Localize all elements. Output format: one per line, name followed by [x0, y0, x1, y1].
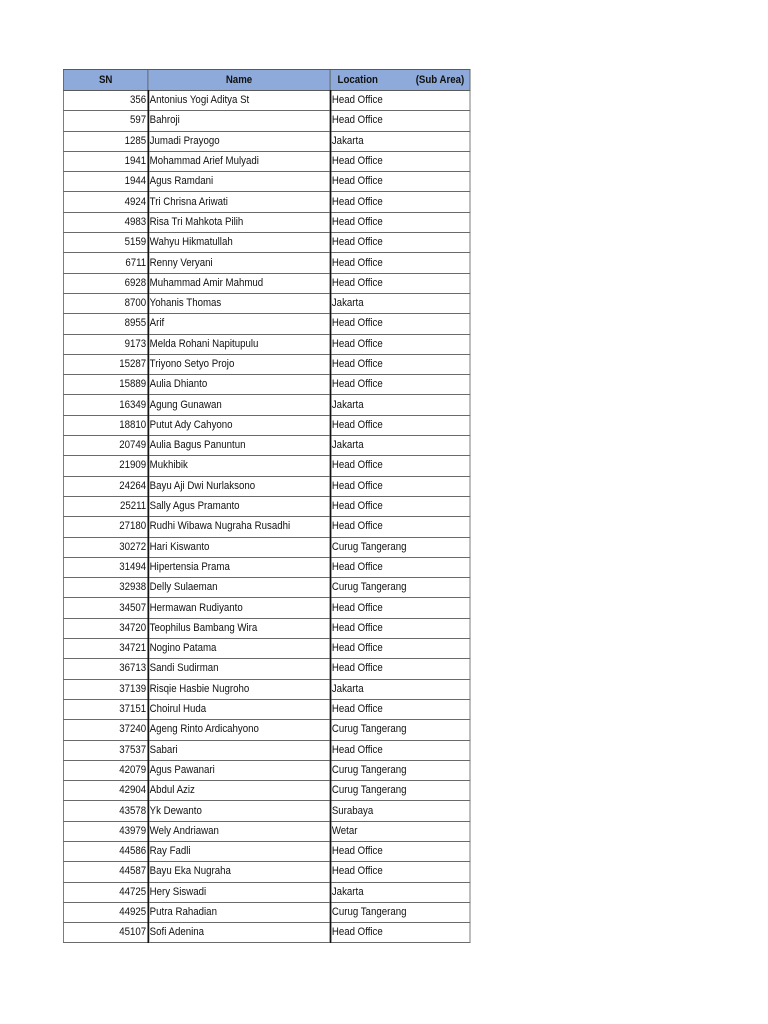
- location-cell: Head Office: [330, 639, 470, 659]
- table-row: [63, 233, 470, 253]
- name-cell: Ageng Rinto Ardicahyono: [148, 720, 330, 740]
- table-row: [63, 111, 470, 131]
- sn-cell: 8700: [63, 293, 147, 313]
- table-row: [63, 273, 470, 293]
- sn-cell: 44725: [63, 882, 147, 902]
- table-row: [63, 395, 470, 415]
- location-cell: Curug Tangerang: [330, 578, 470, 598]
- table-row: [63, 537, 470, 557]
- sn-cell: 37240: [63, 720, 147, 740]
- sn-cell: 4983: [63, 212, 147, 232]
- name-cell: Wahyu Hikmatullah: [148, 233, 330, 253]
- location-cell: Curug Tangerang: [330, 760, 470, 780]
- table-row: [63, 172, 470, 192]
- name-cell: Putut Ady Cahyono: [148, 415, 330, 435]
- location-cell: Head Office: [330, 618, 470, 638]
- location-cell: Head Office: [330, 314, 470, 334]
- sub-area-header-label: (Sub Area): [415, 74, 465, 86]
- table-row: [63, 314, 470, 334]
- table-row: [63, 862, 470, 882]
- location-cell: Wetar: [330, 821, 470, 841]
- table-header: [63, 70, 470, 91]
- name-cell: Risqie Hasbie Nugroho: [148, 679, 330, 699]
- name-cell: Agung Gunawan: [148, 395, 330, 415]
- sn-cell: 27180: [63, 517, 147, 537]
- name-cell: Sabari: [148, 740, 330, 760]
- sn-cell: 8955: [63, 314, 147, 334]
- location-cell: Head Office: [330, 91, 470, 111]
- location-cell: Curug Tangerang: [330, 781, 470, 801]
- table-row: [63, 293, 470, 313]
- sn-cell: 32938: [63, 578, 147, 598]
- location-cell: Head Office: [330, 334, 470, 354]
- name-cell: Teophilus Bambang Wira: [148, 618, 330, 638]
- location-cell: Jakarta: [330, 679, 470, 699]
- name-cell: Tri Chrisna Ariwati: [148, 192, 330, 212]
- sn-cell: 597: [63, 111, 147, 131]
- location-cell: Head Office: [330, 111, 470, 131]
- location-cell: Head Office: [330, 598, 470, 618]
- location-cell: Curug Tangerang: [330, 720, 470, 740]
- name-cell: Rudhi Wibawa Nugraha Rusadhi: [148, 517, 330, 537]
- sn-cell: 31494: [63, 557, 147, 577]
- name-cell: Bayu Aji Dwi Nurlaksono: [148, 476, 330, 496]
- table-row: [63, 659, 470, 679]
- name-cell: Ray Fadli: [148, 841, 330, 861]
- location-cell: Head Office: [330, 659, 470, 679]
- name-cell: Nogino Patama: [148, 639, 330, 659]
- table-row: [63, 760, 470, 780]
- name-cell: Hery Siswadi: [148, 882, 330, 902]
- table-row: [63, 354, 470, 374]
- location-cell: Head Office: [330, 273, 470, 293]
- sn-cell: 37537: [63, 740, 147, 760]
- name-cell: Hermawan Rudiyanto: [148, 598, 330, 618]
- location-cell: Head Office: [330, 923, 470, 943]
- location-cell: Jakarta: [330, 436, 470, 456]
- sn-cell: 44586: [63, 841, 147, 861]
- name-cell: Jumadi Prayogo: [148, 131, 330, 151]
- table-row: [63, 679, 470, 699]
- sn-cell: 5159: [63, 233, 147, 253]
- sn-cell: 356: [63, 91, 147, 111]
- sn-cell: 6928: [63, 273, 147, 293]
- location-cell: Head Office: [330, 517, 470, 537]
- sn-cell: 34721: [63, 639, 147, 659]
- name-cell: Aulia Dhianto: [148, 375, 330, 395]
- sn-cell: 44587: [63, 862, 147, 882]
- table-row: [63, 375, 470, 395]
- location-cell: Head Office: [330, 253, 470, 273]
- sn-cell: 16349: [63, 395, 147, 415]
- name-cell: Triyono Setyo Projo: [148, 354, 330, 374]
- name-cell: Yk Dewanto: [148, 801, 330, 821]
- location-cell: Head Office: [330, 172, 470, 192]
- location-cell: Jakarta: [330, 131, 470, 151]
- sn-cell: 43578: [63, 801, 147, 821]
- location-cell: Curug Tangerang: [330, 537, 470, 557]
- table-row: [63, 578, 470, 598]
- table-row: [63, 618, 470, 638]
- sn-cell: 43979: [63, 821, 147, 841]
- name-cell: Mohammad Arief Mulyadi: [148, 151, 330, 171]
- table-row: [63, 882, 470, 902]
- sn-cell: 37139: [63, 679, 147, 699]
- sn-cell: 34720: [63, 618, 147, 638]
- table-row: [63, 740, 470, 760]
- table-row: [63, 212, 470, 232]
- table-row: [63, 334, 470, 354]
- table-row: [63, 192, 470, 212]
- name-cell: Choirul Huda: [148, 699, 330, 719]
- table-row: [63, 639, 470, 659]
- location-cell: Head Office: [330, 375, 470, 395]
- table-row: [63, 476, 470, 496]
- table-row: [63, 415, 470, 435]
- table-row: [63, 902, 470, 922]
- sn-cell: 45107: [63, 923, 147, 943]
- table-row: [63, 821, 470, 841]
- location-cell: Head Office: [330, 740, 470, 760]
- name-cell: Abdul Aziz: [148, 781, 330, 801]
- location-cell: Head Office: [330, 862, 470, 882]
- sn-cell: 21909: [63, 456, 147, 476]
- table-row: [63, 517, 470, 537]
- location-cell: Head Office: [330, 699, 470, 719]
- column-header-sn: SN: [63, 70, 147, 91]
- table-row: [63, 720, 470, 740]
- location-header-label: Location: [337, 74, 378, 86]
- name-cell: Melda Rohani Napitupulu: [148, 334, 330, 354]
- name-cell: Hari Kiswanto: [148, 537, 330, 557]
- sn-cell: 34507: [63, 598, 147, 618]
- table-row: [63, 598, 470, 618]
- name-cell: Delly Sulaeman: [148, 578, 330, 598]
- sn-cell: 4924: [63, 192, 147, 212]
- location-cell: Head Office: [330, 192, 470, 212]
- location-cell: Jakarta: [330, 293, 470, 313]
- table-row: [63, 496, 470, 516]
- location-cell: Head Office: [330, 557, 470, 577]
- sn-cell: 44925: [63, 902, 147, 922]
- table-row: [63, 253, 470, 273]
- location-cell: Head Office: [330, 233, 470, 253]
- location-cell: Head Office: [330, 476, 470, 496]
- name-cell: Hipertensia Prama: [148, 557, 330, 577]
- name-cell: Sally Agus Pramanto: [148, 496, 330, 516]
- name-cell: Bahroji: [148, 111, 330, 131]
- location-cell: Surabaya: [330, 801, 470, 821]
- location-cell: Jakarta: [330, 395, 470, 415]
- sn-cell: 6711: [63, 253, 147, 273]
- sn-cell: 20749: [63, 436, 147, 456]
- location-header-wrap: [331, 74, 470, 86]
- location-cell: Head Office: [330, 496, 470, 516]
- table-row: [63, 151, 470, 171]
- name-cell: Wely Andriawan: [148, 821, 330, 841]
- sn-cell: 36713: [63, 659, 147, 679]
- sn-cell: 1944: [63, 172, 147, 192]
- location-cell: Curug Tangerang: [330, 902, 470, 922]
- name-cell: Bayu Eka Nugraha: [148, 862, 330, 882]
- column-header-name: Name: [148, 70, 330, 91]
- sn-cell: 15287: [63, 354, 147, 374]
- name-cell: Mukhibik: [148, 456, 330, 476]
- sn-cell: 42079: [63, 760, 147, 780]
- location-cell: Jakarta: [330, 882, 470, 902]
- sn-cell: 9173: [63, 334, 147, 354]
- table-body: [63, 91, 470, 943]
- sn-cell: 25211: [63, 496, 147, 516]
- name-cell: Putra Rahadian: [148, 902, 330, 922]
- sn-cell: 24264: [63, 476, 147, 496]
- table-row: [63, 91, 470, 111]
- location-cell: Head Office: [330, 212, 470, 232]
- employee-table: [63, 69, 470, 943]
- name-cell: Muhammad Amir Mahmud: [148, 273, 330, 293]
- name-cell: Sandi Sudirman: [148, 659, 330, 679]
- table-row: [63, 131, 470, 151]
- table-row: [63, 801, 470, 821]
- name-cell: Risa Tri Mahkota Pilih: [148, 212, 330, 232]
- sn-cell: 18810: [63, 415, 147, 435]
- name-cell: Arif: [148, 314, 330, 334]
- name-cell: Antonius Yogi Aditya St: [148, 91, 330, 111]
- table-row: [63, 699, 470, 719]
- sn-cell: 37151: [63, 699, 147, 719]
- sn-cell: 1941: [63, 151, 147, 171]
- location-cell: Head Office: [330, 456, 470, 476]
- table-row: [63, 456, 470, 476]
- name-cell: Agus Pawanari: [148, 760, 330, 780]
- sn-cell: 15889: [63, 375, 147, 395]
- name-cell: Agus Ramdani: [148, 172, 330, 192]
- table-row: [63, 781, 470, 801]
- header-row: [63, 70, 470, 91]
- table-row: [63, 557, 470, 577]
- sn-cell: 42904: [63, 781, 147, 801]
- location-cell: Head Office: [330, 354, 470, 374]
- table-row: [63, 923, 470, 943]
- name-cell: Renny Veryani: [148, 253, 330, 273]
- column-header-location: [330, 70, 470, 91]
- sn-cell: 1285: [63, 131, 147, 151]
- name-cell: Aulia Bagus Panuntun: [148, 436, 330, 456]
- name-cell: Sofi Adenina: [148, 923, 330, 943]
- sn-cell: 30272: [63, 537, 147, 557]
- name-cell: Yohanis Thomas: [148, 293, 330, 313]
- location-cell: Head Office: [330, 841, 470, 861]
- table-row: [63, 841, 470, 861]
- location-cell: Head Office: [330, 415, 470, 435]
- table-row: [63, 436, 470, 456]
- location-cell: Head Office: [330, 151, 470, 171]
